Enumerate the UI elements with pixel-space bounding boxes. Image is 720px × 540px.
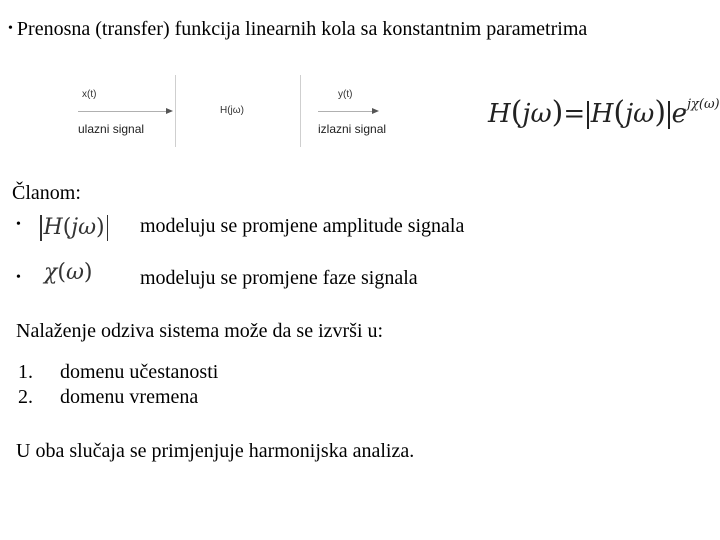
phase-description: modeluju se promjene faze signala bbox=[140, 267, 418, 289]
system-transfer-function: H(jω) bbox=[220, 105, 244, 116]
response-intro: Nalaženje odziva sistema može da se izvrši u: bbox=[16, 320, 384, 342]
list-item-2-text: domenu vremena bbox=[60, 386, 199, 408]
output-arrow-icon bbox=[372, 108, 379, 114]
list-item-1-text: domenu učestanosti bbox=[60, 361, 219, 383]
list-item-1-number: 1. bbox=[18, 361, 33, 383]
output-signal-label: izlazni signal bbox=[318, 122, 387, 136]
clanom-label: Članom: bbox=[12, 182, 81, 204]
output-signal-symbol: y(t) bbox=[338, 89, 353, 100]
phase-symbol: χ(ω) bbox=[44, 260, 93, 285]
phase-bullet: • bbox=[16, 270, 21, 285]
output-arrow-line bbox=[318, 111, 374, 112]
list-item-2-number: 2. bbox=[18, 386, 33, 408]
input-signal-label: ulazni signal bbox=[78, 122, 145, 136]
title-bullet: • bbox=[8, 21, 13, 36]
amplitude-symbol: H(jω) bbox=[38, 215, 110, 241]
input-arrow-icon bbox=[166, 108, 173, 114]
amplitude-description: modeluju se promjene amplitude signala bbox=[140, 215, 465, 237]
conclusion-text: U oba slučaja se primjenjuje harmonijska analiza. bbox=[16, 440, 415, 462]
input-arrow-line bbox=[78, 111, 170, 112]
transfer-function-formula: H(jω)= H(jω) $e^{j\chi(\omega)}$ bbox=[488, 95, 720, 130]
input-signal-symbol: x(t) bbox=[82, 89, 97, 100]
amplitude-bullet: • bbox=[16, 217, 21, 232]
system-right-border bbox=[300, 75, 301, 147]
system-left-border bbox=[175, 75, 176, 147]
slide-title bbox=[8, 18, 587, 41]
title-text: Prenosna (transfer) funkcija linearnih kola sa konstantnim parametrima bbox=[16, 18, 588, 40]
